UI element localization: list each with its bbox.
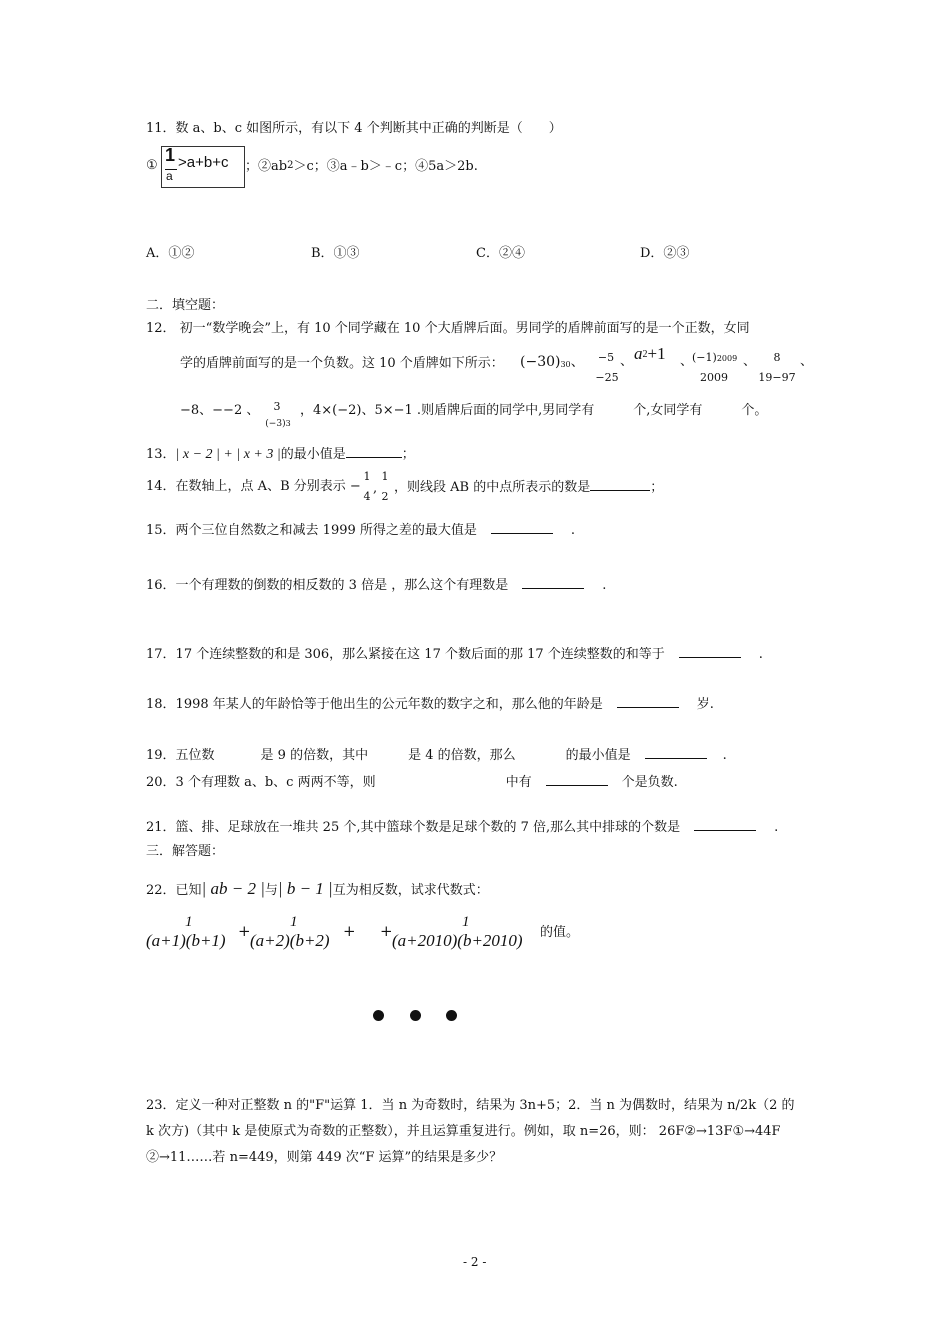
q14-frac-2-num: 1 [381,470,389,483]
q11-judgements: ；②ab2＞c；③a﹣b＞﹣c；④5a＞2b. [245,159,478,174]
ellipsis-dot [446,1010,457,1021]
q11-figure-expr: >a+b+c [178,154,229,171]
q15: 15．两个三位自然数之和减去 1999 所得之差的最大值是 . [146,523,576,538]
q23-line-2: k 次方)（其中 k 是使原式为奇数的正整数），并且运算重复进行。例如，取 n=26，则： 26F②→13F①→44F [146,1124,781,1139]
q12-expr-5-den: 19−97 [758,371,796,384]
q22-plus-2: + [343,922,356,940]
q12-sep-3: 、 [680,354,694,369]
q11-stem: 11．数 a、b、c 如图所示，有以下 4 个判断其中正确的判断是（ ） [146,121,562,136]
section-fill-blank: 二．填空题： [146,298,225,313]
q12-expr-2-num: −5 [597,351,615,364]
q22-term-2-num: 1 [290,914,298,930]
q22-plus-1: + [238,922,251,940]
q19: 19．五位数 是 9 的倍数，其中 是 4 的倍数，那么 的最小值是 . [146,748,727,763]
ellipsis-dot [410,1010,421,1021]
q11-option-a: A．①② [146,246,195,261]
q22-plus-3: + [380,922,393,940]
q14-post: ，则线段 AB 的中点所表示的数是 ； [394,480,664,495]
q22-end: 的值。 [540,925,580,940]
q12-sep-2: 、 [620,354,634,369]
q12-expr-5-num: 8 [773,351,781,364]
q12-expr-3: a2+1 [634,344,666,363]
q17: 17．17 个连续整数的和是 306，那么紧接在这 17 个数后面的那 17 个连续整数的和等于 . [146,647,763,662]
q21: 21．篮、排、足球放在一堆共 25 个,其中篮球个数是足球个数的 7 倍,那么其中排球的个数是 . [146,820,779,835]
q12-sep-4: 、 [743,354,757,369]
q12-expr-6-den: (−3)3 [265,419,291,429]
q12-line-2: 学的盾牌前面写的是一个负数。这 10 个盾牌如下所示： [180,356,504,371]
q11-figure [161,146,245,188]
q14-pre: 14．在数轴上，点 A、B 分别表示 − [146,479,361,494]
q11-option-b: B．①③ [311,246,360,261]
q11-option-d: D．②③ [640,246,690,261]
q12-line-1: 12． 初一“数学晚会”上，有 10 个同学藏在 10 个大盾牌后面。男同学的盾牌前面写的是一个正数，女同 [146,321,750,336]
q12-expr-2-den: −25 [595,371,619,384]
q11-option-c: C．②④ [476,246,525,261]
section-solve: 三．解答题： [146,844,225,859]
q22-statement: 22．已知| ab − 2 |与| b − 1 |互为相反数，试求代数式： [146,879,489,898]
q22-term-1-den: (a+1)(b+1) [146,931,226,950]
q14-frac-1-den: 4 [363,490,371,503]
q22-term-2-den: (a+2)(b+2) [250,931,330,950]
q23-line-1: 23．定义一种对正整数 n 的"F"运算 1．当 n 为奇数时，结果为 3n+5；2．当 n 为偶数时，结果为 n/2k（2 的 [146,1098,795,1113]
q12-expr-4: (−1)2009 [692,351,738,364]
ellipsis-dot [373,1010,384,1021]
q12-line-3a: −8、−−2 、 [180,403,260,418]
q11-figure-a: a [166,169,173,183]
q12-line-3b: ，4×(−2)、5×−1 .则盾牌后面的同学中,男同学有 个,女同学有 个。 [300,403,768,418]
q14-frac-1-num: 1 [363,470,371,483]
q11-circle-1: ① [146,158,158,173]
page-number: - 2 - [463,1255,487,1269]
q22-term-3-num: 1 [462,914,470,930]
q13: 13．| x − 2 | + | x + 3 |的最小值是 ； [146,447,415,462]
q12-expr-1: (−30)30、 [520,354,585,370]
q14-comma: , [373,481,378,496]
q12-expr-4-den: 2009 [700,371,728,384]
q12-expr-6-num: 3 [273,400,281,413]
q14-frac-2-den: 2 [381,490,389,503]
q11-figure-one: 1 [165,145,176,165]
q18: 18．1998 年某人的年龄恰等于他出生的公元年数的数字之和，那么他的年龄是 岁. [146,697,714,712]
q23-line-3: ②→11……若 n=449，则第 449 次“F 运算”的结果是多少？ [146,1150,503,1165]
q20: 20．3 个有理数 a、b、c 两两不等，则 中有 个是负数. [146,775,678,790]
q22-term-1-num: 1 [185,914,193,930]
q22-term-3-den: (a+2010)(b+2010) [392,931,523,950]
q16: 16．一个有理数的倒数的相反数的 3 倍是 ，那么这个有理数是 . [146,578,607,593]
q12-sep-5: 、 [800,354,814,369]
